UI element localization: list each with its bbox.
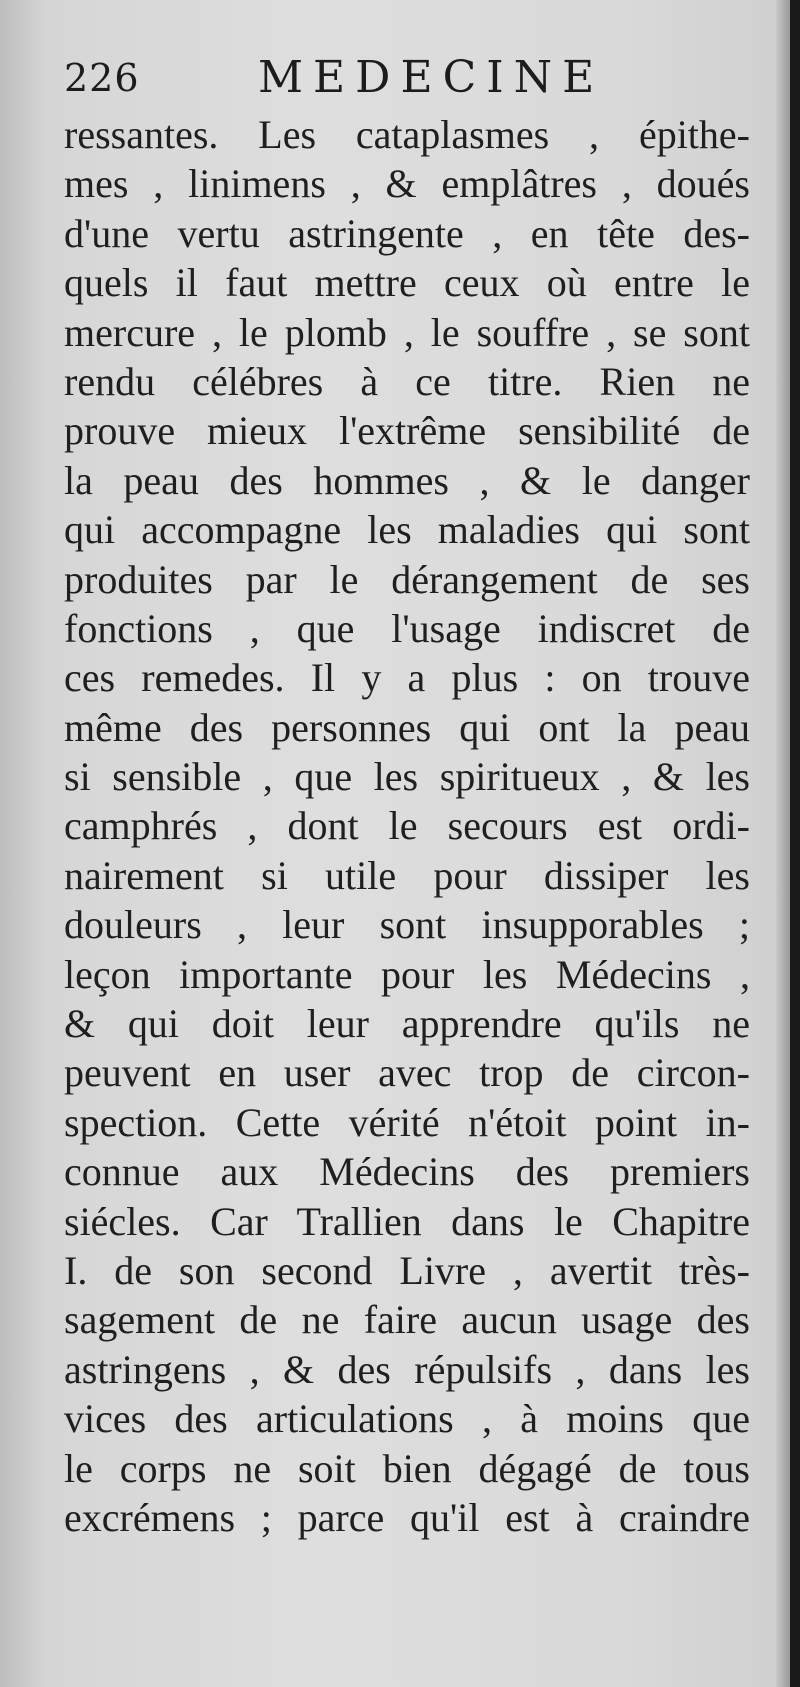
text-line: ces remedes. Il y a plus : on trouve (64, 655, 750, 701)
text-line: nairement si utile pour dissiper les (64, 852, 750, 898)
text-line: connue aux Médecins des premiers (64, 1149, 750, 1195)
text-line: ressantes. Les cataplasmes , épithe- (64, 112, 750, 157)
text-line: peuvent en user avec trop de circon- (64, 1050, 750, 1096)
text-line: si sensible , que les spiritueux , & les (64, 754, 750, 800)
text-line: spection. Cette vérité n'étoit point in- (64, 1099, 750, 1145)
text-line: fonctions , que l'usage indiscret de (64, 605, 750, 651)
text-line: douleurs , leur sont insupporables ; (64, 902, 750, 948)
text-line: camphrés , dont le secours est ordi- (64, 803, 750, 849)
text-line: vices des articulations , à moins que (64, 1396, 750, 1442)
text-line: sagement de ne faire aucun usage des (64, 1297, 750, 1343)
text-line: quels il faut mettre ceux où entre le (64, 260, 750, 306)
text-line: & qui doit leur apprendre qu'ils ne (64, 1001, 750, 1047)
text-line: I. de son second Livre , avertit très- (64, 1247, 750, 1293)
body-text (64, 110, 750, 1542)
text-line: excrémens ; parce qu'il est à craindre (64, 1494, 750, 1540)
text-line: d'une vertu astringente , en tête des- (64, 210, 750, 256)
running-head: MEDECINE (258, 52, 605, 103)
text-line: la peau des hommes , & le danger (64, 457, 750, 503)
page-number: 226 (64, 56, 140, 100)
text-line: le corps ne soit bien dégagé de tous (64, 1445, 750, 1491)
text-line: qui accompagne les maladies qui sont (64, 507, 750, 553)
text-line: rendu célébres à ce titre. Rien ne (64, 358, 750, 404)
text-line: produites par le dérangement de ses (64, 556, 750, 602)
text-line: siécles. Car Trallien dans le Chapitre (64, 1198, 750, 1244)
text-line: mes , linimens , & emplâtres , doués (64, 161, 750, 207)
text-line: mercure , le plomb , le souffre , se sont (64, 309, 750, 355)
text-line: même des personnes qui ont la peau (64, 704, 750, 750)
text-line: prouve mieux l'extrême sensibilité de (64, 408, 750, 454)
text-line: astringens , & des répulsifs , dans les (64, 1346, 750, 1392)
page-edge-shadow (776, 0, 790, 1687)
text-line: leçon importante pour les Médecins , (64, 951, 750, 997)
page-header (64, 48, 744, 108)
